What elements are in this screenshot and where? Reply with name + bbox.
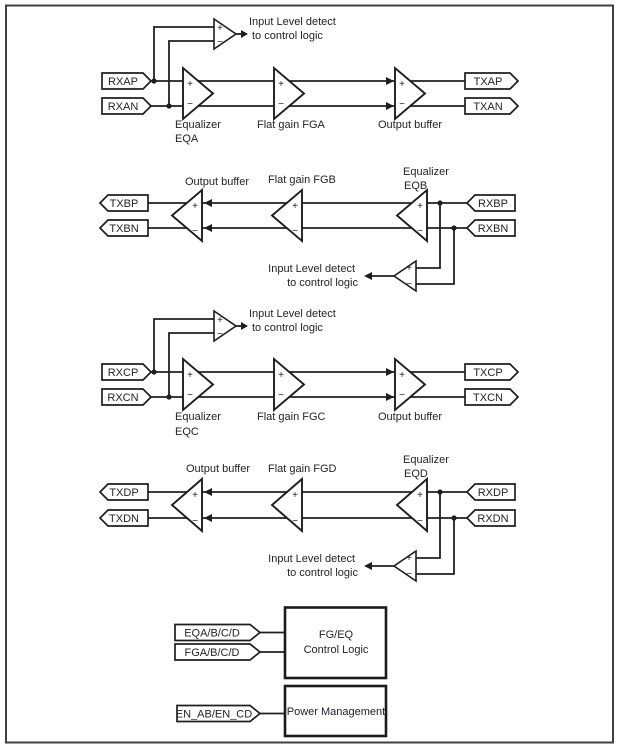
minus-sign: − [217,37,223,48]
flat-gain-label: Flat gain FGA [257,119,325,131]
flat-gain-label: Flat gain FGD [268,463,337,475]
minus-sign: − [278,390,284,401]
arrowhead-icon [204,514,212,522]
plus-sign: + [217,23,223,34]
port-fg-control-label: FGA/B/C/D [184,647,240,659]
control-logic-section [175,608,386,679]
port-txcp-label: TXCP [473,367,503,379]
plus-sign: + [278,79,284,90]
flat-gain-amp-triangle [274,359,304,410]
detect-label-line2: to control logic [252,30,323,42]
port-txap-label: TXAP [473,76,503,88]
junction-dot [451,225,456,230]
port-en-label: EN_AB/EN_CD [175,708,253,721]
output-buffer-amp-triangle [395,359,425,410]
channel-d [100,454,515,581]
detect-label-line1: Input Level detect [268,263,355,275]
port-rxdn-label: RXDN [477,513,509,525]
arrowhead-icon [364,272,372,280]
port-txdn-label: TXDN [109,513,139,525]
port-rxcn-label: RXCN [107,392,139,404]
port-rxbn-label: RXBN [477,223,509,235]
plus-sign: + [406,263,412,274]
plus-sign: + [417,201,423,212]
equalizer-name: EQC [175,426,199,438]
junction-dot [437,489,442,494]
equalizer-label: Equalizer [403,166,449,178]
equalizer-name: EQA [175,133,199,145]
output-buffer-label: Output buffer [186,463,251,475]
port-rxan-label: RXAN [107,101,139,113]
power-management-section [176,686,386,736]
plus-sign: + [278,370,284,381]
arrowhead-icon [204,199,212,207]
arrowhead-icon [386,77,394,85]
detect-label-line2: to control logic [252,322,323,334]
minus-sign: − [192,516,198,527]
port-rxcp-label: RXCP [107,367,139,379]
plus-sign: + [292,490,298,501]
output-buffer-label: Output buffer [378,119,443,131]
minus-sign: − [417,226,423,237]
flat-gain-label: Flat gain FGC [257,411,326,423]
port-txbn-label: TXBN [109,223,139,235]
detect-label-line2: to control logic [287,567,358,579]
power-management-label: Power Management [286,706,386,718]
level-detect-amp-triangle [394,551,416,581]
plus-sign: + [399,79,405,90]
level-detect-amp-triangle [394,261,416,291]
flat-gain-label: Flat gain FGB [268,174,336,186]
plus-sign: + [399,370,405,381]
arrowhead-icon [386,393,394,401]
equalizer-label: Equalizer [403,454,449,466]
minus-sign: − [278,99,284,110]
arrowhead-icon [364,562,372,570]
arrowhead-icon [204,224,212,232]
port-txdp-label: TXDP [109,487,139,499]
minus-sign: − [217,329,223,340]
plus-sign: + [406,553,412,564]
junction-dot [166,103,171,108]
plus-sign: + [417,490,423,501]
port-rxbp-label: RXBP [478,198,508,210]
equalizer-amp-triangle [183,68,213,119]
minus-sign: − [399,390,405,401]
plus-sign: + [192,201,198,212]
minus-sign: − [417,516,423,527]
minus-sign: − [292,516,298,527]
equalizer-label: Equalizer [175,411,221,423]
junction-dot [166,394,171,399]
channel-c [102,308,518,438]
output-buffer-label: Output buffer [378,411,443,423]
arrowhead-icon [386,102,394,110]
port-txan-label: TXAN [473,101,503,113]
detect-label-line1: Input Level detect [249,308,336,320]
channel-a [102,16,518,145]
arrowhead-icon [241,30,248,38]
plus-sign: + [192,490,198,501]
equalizer-name: EQD [404,468,428,480]
detect-label-line2: to control logic [287,277,358,289]
control-logic-label-line1: FG/EQ [318,629,354,641]
arrowhead-icon [204,488,212,496]
minus-sign: − [406,569,412,580]
channel-b [100,166,515,291]
equalizer-amp-triangle [183,359,213,410]
minus-sign: − [399,99,405,110]
minus-sign: − [187,99,193,110]
port-rxdp-label: RXDP [477,487,509,499]
minus-sign: − [192,226,198,237]
port-txcn-label: TXCN [473,392,503,404]
junction-dot [437,200,442,205]
plus-sign: + [292,201,298,212]
arrowhead-icon [386,368,394,376]
minus-sign: − [406,279,412,290]
detect-label-line1: Input Level detect [268,553,355,565]
detect-label-line1: Input Level detect [249,16,336,28]
equalizer-label: Equalizer [175,119,221,131]
flat-gain-amp-triangle [274,68,304,119]
equalizer-name: EQB [404,180,428,192]
plus-sign: + [187,370,193,381]
minus-sign: − [187,390,193,401]
plus-sign: + [187,79,193,90]
output-buffer-amp-triangle [395,68,425,119]
control-logic-box [285,608,386,679]
junction-dot [451,515,456,520]
port-eq-control-label: EQA/B/C/D [184,627,240,640]
output-buffer-label: Output buffer [185,176,250,188]
arrowhead-icon [241,322,248,330]
plus-sign: + [217,315,223,326]
port-rxap-label: RXAP [108,76,138,88]
minus-sign: − [292,226,298,237]
port-txbp-label: TXBP [109,198,139,210]
control-logic-label-line2: Control Logic [303,644,369,656]
